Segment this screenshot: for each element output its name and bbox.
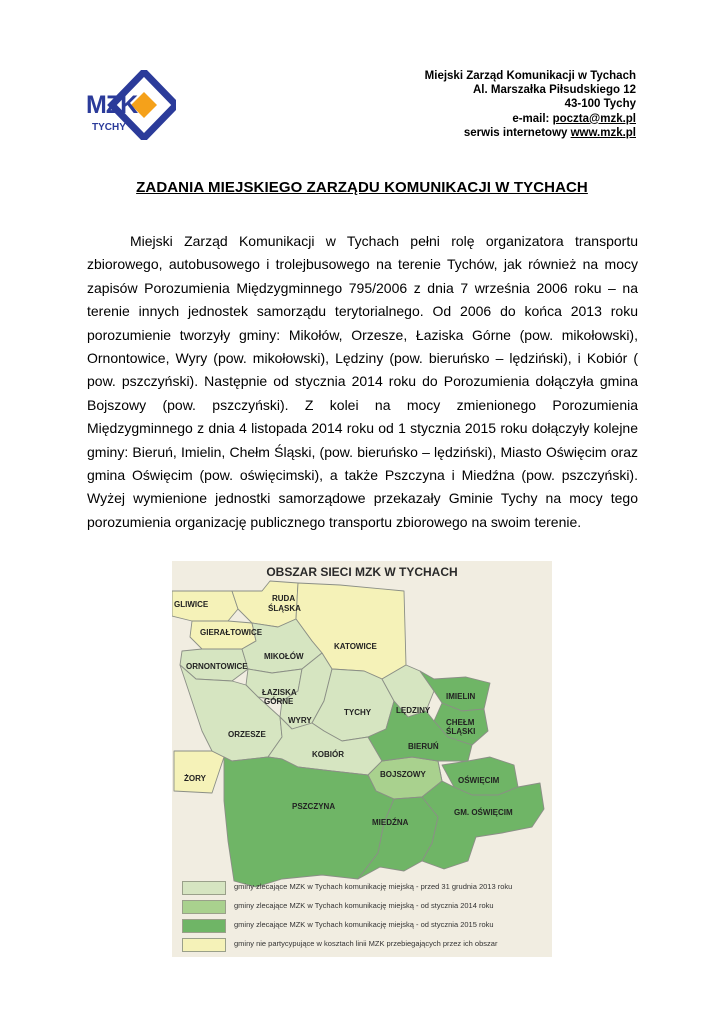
legend-item [182,879,547,898]
email-line [425,112,636,126]
label-laziska-2: GÓRNE [264,697,294,706]
mzk-logo [86,70,176,140]
label-chelm-2: ŚLĄSKI [446,727,476,736]
label-mikolow: MIKOŁÓW [264,652,304,661]
body-paragraph: Miejski Zarząd Komunikacji w Tychach pełni rolę organizatora transportu zbiorowego, autobusowego i trolejbusowego na terenie Tychów, jak również na mocy zapisów Porozumienia Międzygminnego 795/2006 z dnia 7 września 2006 roku – na terenie innych jednostek samorządu terytorialnego. Od 2006 do końca 2013 roku porozumienie tworzyły gminy: Mikołów, Orzesze, Łaziska Górne (pow. mikołowski), Ornontowice, Wyry (pow. mikołowski), Lędziny (pow. bieruńsko – lędziński), i Kobiór ( pow. pszczyński). Następnie od stycznia 2014 roku do Porozumienia dołączyła gmina Bojszowy (pow. pszczyński). Z kolei na mocy zmienionego Porozumienia Międzygminnego z dnia 4 listopada 2014 roku od 1 stycznia 2015 roku dołączyły kolejne gminy: Bieruń, Imielin, Chełm Śląski, (pow. bieruńsko – lędziński), Miasto Oświęcim oraz gmina Oświęcim (pow. oświęcimski), a także Pszczyna i Miedźna (pow. pszczyński). Wyżej wymienione jednostki samorządowe przekazały Gminie Tychy na mocy tego porozumienia organizację publicznego transportu zbiorowego na swoim terenie. [87,233,638,530]
label-kobior: KOBIÓR [312,750,344,759]
label-tychy: TYCHY [344,708,372,717]
street-address: Al. Marszałka Piłsudskiego 12 [473,84,636,97]
website-link[interactable]: www.mzk.pl [570,126,636,139]
logo-text: MZK [86,91,138,119]
label-pszczyna: PSZCZYNA [292,802,336,811]
email-link[interactable]: poczta@mzk.pl [552,112,636,125]
legend-item [182,936,547,955]
label-gieraltowice: GIERAŁTOWICE [200,628,263,637]
label-bierun: BIERUŃ [408,742,439,751]
legend-label: gminy nie partycypujące w kosztach linii MZK przebiegających przez ich obszar [234,939,498,948]
label-gliwice: GLIWICE [174,600,209,609]
map-legend [182,879,547,955]
contact-info [425,69,636,140]
label-oswiecim: OŚWIĘCIM [458,776,500,785]
label-imielin: IMIELIN [446,692,476,701]
legend-item [182,917,547,936]
map-title: OBSZAR SIECI MZK W TYCHACH [266,565,458,579]
label-chelm-1: CHEŁM [446,718,475,727]
legend-swatch [182,919,226,933]
mzk-logo-graphic [86,70,176,140]
label-miedzna: MIEDŹNA [372,818,409,827]
document-title: ZADANIA MIEJSKIEGO ZARZĄDU KOMUNIKACJI W TYCHACH [136,179,588,196]
email-label: e-mail: [512,112,553,125]
label-wyry: WYRY [288,716,312,725]
label-ruda-2: ŚLĄSKA [268,604,301,613]
legend-label: gminy zlecające MZK w Tychach komunikację miejską - od stycznia 2014 roku [234,901,494,910]
label-ruda-1: RUDA [272,594,296,603]
legend-swatch [182,881,226,895]
legend-swatch [182,900,226,914]
label-ledziny: LĘDZINY [396,706,431,715]
label-bojszowy: BOJSZOWY [380,770,426,779]
label-laziska-1: ŁAZISKA [262,688,297,697]
network-map [172,561,552,957]
institution-name: Miejski Zarząd Komunikacji w Tychach [424,70,636,82]
legend-label: gminy zlecające MZK w Tychach komunikację miejską - od stycznia 2015 roku [234,920,494,929]
logo-subtext: TYCHY [92,122,126,133]
legend-swatch [182,938,226,952]
website-label: serwis internetowy [463,126,571,139]
label-katowice: KATOWICE [334,642,377,651]
label-ornontowice: ORNONTOWICE [186,662,248,671]
legend-item [182,898,547,917]
label-orzesze: ORZESZE [228,730,266,739]
postal-address: 43-100 Tychy [564,98,636,111]
region-zory [174,751,224,793]
website-line [425,126,636,140]
label-gm-oswiecim: GM. OŚWIĘCIM [454,808,513,817]
label-zory: ŻORY [184,774,206,783]
legend-label: gminy zlecające MZK w Tychach komunikację miejską - przed 31 grudnia 2013 roku [234,882,513,891]
